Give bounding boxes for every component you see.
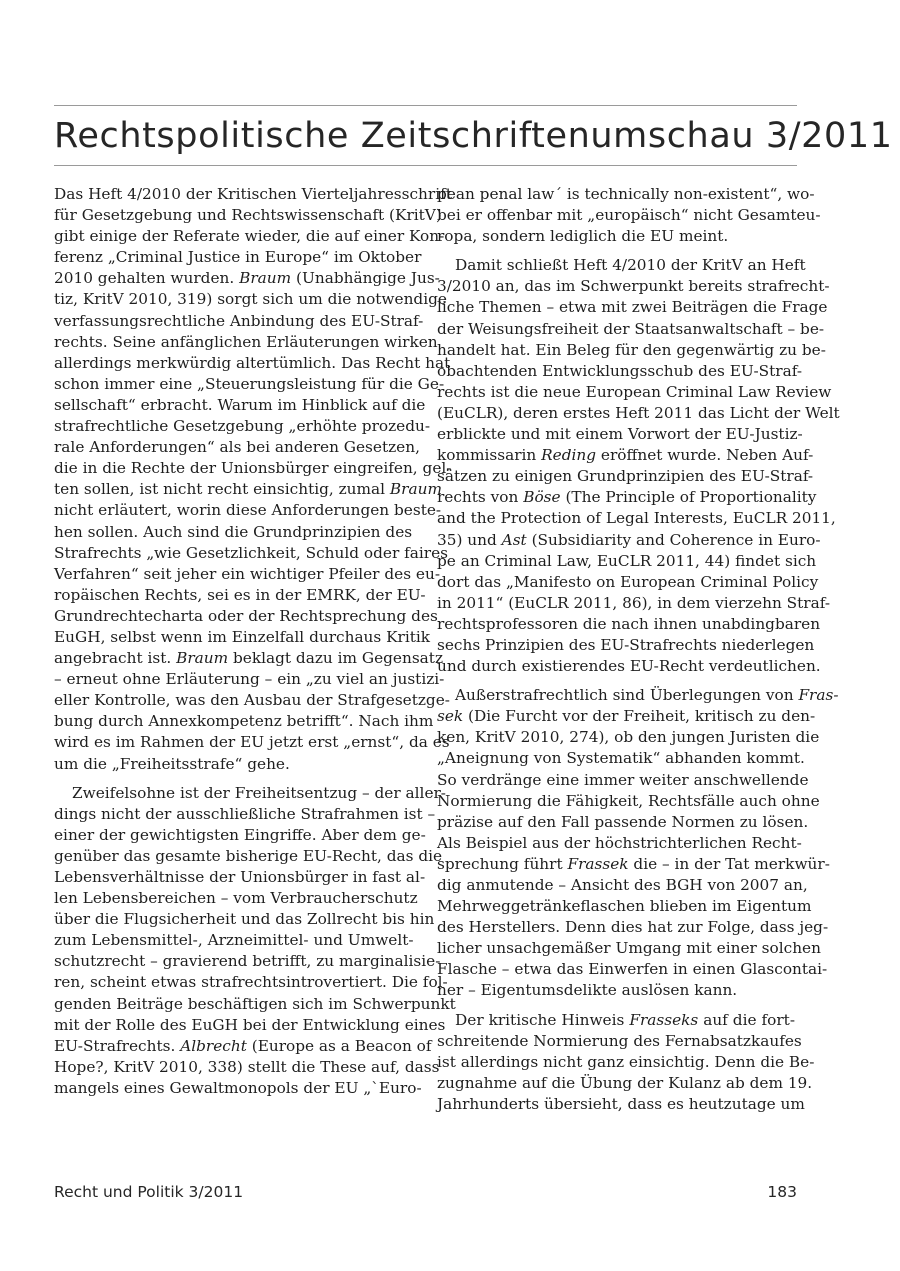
text-line: obachtenden Entwicklungsschub des EU-Straf- <box>437 361 803 380</box>
text-line <box>437 1010 795 1031</box>
text-line: der Weisungsfreiheit der Staatsanwaltschaft – be- <box>437 319 825 338</box>
text-run: angebracht ist. <box>54 649 177 668</box>
text-line: liche Themen – etwa mit zwei Beiträgen die Frage <box>437 298 828 317</box>
text-line: zugnahme auf die Übung der Kulanz ab dem 19. <box>437 1073 813 1092</box>
text-line <box>54 479 442 500</box>
text-line <box>437 487 817 508</box>
text-line: mit der Rolle des EuGH bei der Entwicklung eines <box>54 1015 446 1034</box>
text-line: 3/2010 an, das im Schwerpunkt bereits strafrecht- <box>437 277 830 296</box>
text-line: genden Beiträge beschäftigen sich im Schwerpunkt <box>54 994 456 1013</box>
text-line: Normierung die Fähigkeit, Rechtsfälle auch ohne <box>437 791 820 810</box>
text-line <box>54 648 444 669</box>
text-line: strafrechtliche Gesetzgebung „erhöhte prozedu- <box>54 417 431 436</box>
text-line: für Gesetzgebung und Rechtswissenschaft (KritV) <box>54 206 442 225</box>
author-name: Albrecht <box>180 1036 247 1055</box>
text-line: erblickte und mit einem Vorwort der EU-Justiz- <box>437 425 803 444</box>
text-line: und durch existierendes EU-Recht verdeutlichen. <box>437 657 821 676</box>
text-run: eröffnet wurde. Neben Auf- <box>596 446 814 465</box>
text-line: licher unsachgemäßer Umgang mit einer solchen <box>437 939 821 958</box>
text-line: ferenz „Criminal Justice in Europe“ im Oktober <box>54 248 422 267</box>
author-name: Braum <box>389 480 442 499</box>
text-run: kommissarin <box>437 446 542 465</box>
text-line <box>437 854 830 875</box>
footer-journal: Recht und Politik 3/2011 <box>54 1183 244 1201</box>
header-rule-top <box>54 105 797 106</box>
text-line: Grundrechtecharta oder der Rechtsprechung des <box>54 606 438 625</box>
text-line: ren, scheint etwas strafrechtsintrovertiert. Die fol- <box>54 973 448 992</box>
text-run: (Europe as a Beacon of <box>246 1036 432 1055</box>
text-line: handelt hat. Ein Beleg für den gegenwärtig zu be- <box>437 340 826 359</box>
text-line: mangels eines Gewaltmonopols der EU „`Euro- <box>54 1078 422 1097</box>
text-line: „Aneignung von Systematik“ abhanden kommt. <box>437 749 805 768</box>
text-line: pean penal law´ is technically non-existent“, wo- <box>437 185 815 203</box>
text-line: schreitende Normierung des Fernabsatzkaufes <box>437 1031 802 1050</box>
text-line: einer der gewichtigsten Eingriffe. Aber dem ge- <box>54 825 426 844</box>
text-run: ten sollen, ist nicht recht einsichtig, zumal <box>54 480 390 499</box>
text-line: schutzrecht – gravierend betrifft, zu marginalisie- <box>54 952 441 971</box>
text-line <box>54 1036 432 1057</box>
author-name: Ast <box>501 530 527 549</box>
text-line: schon immer eine „Steuerungsleistung für die Ge- <box>54 374 445 393</box>
text-run: Außerstrafrechtlich sind Überlegungen von <box>455 686 799 705</box>
text-line: präzise auf den Fall passende Normen zu lösen. <box>437 812 809 831</box>
text-line: dings nicht der ausschließliche Strafrahmen ist – <box>54 804 436 823</box>
text-line: hen sollen. Auch sind die Grundprinzipien des <box>54 522 413 541</box>
author-name: Braum <box>239 269 292 288</box>
text-line: rechts. Seine anfänglichen Erläuterungen wirken <box>54 332 438 351</box>
footer-page-number: 183 <box>767 1183 797 1201</box>
text-line: gibt einige der Referate wieder, die auf einer Kon- <box>54 227 445 246</box>
text-run: beklagt dazu im Gegensatz <box>228 649 444 668</box>
author-name: Frassek <box>567 854 629 873</box>
text-line: – erneut ohne Erläuterung – ein „zu viel an justizi- <box>54 670 445 689</box>
text-line: nicht erläutert, worin diese Anforderungen beste- <box>54 501 442 520</box>
text-line: ropa, sondern lediglich die EU meint. <box>437 227 729 246</box>
text-run: auf die fort- <box>698 1010 795 1029</box>
text-line: des Herstellers. Denn dies hat zur Folge, dass jeg- <box>437 918 829 937</box>
text-line: Als Beispiel aus der höchstrichterlichen Recht- <box>437 833 802 852</box>
author-name: Böse <box>523 488 561 507</box>
text-line: Flasche – etwa das Einwerfen in einen Glascontai- <box>437 960 828 979</box>
text-line: EuGH, selbst wenn im Einzelfall durchaus Kritik <box>54 627 431 646</box>
text-line <box>437 530 821 551</box>
text-run: (Subsidiarity and Coherence in Euro- <box>526 530 821 549</box>
text-line: allerdings merkwürdig altertümlich. Das Recht hat <box>54 353 451 372</box>
text-line: ropäischen Rechts, sei es in der EMRK, der EU- <box>54 585 426 604</box>
text-line: ner – Eigentumsdelikte auslösen kann. <box>437 981 738 1000</box>
text-line: sechs Prinzipien des EU-Strafrechts niederlegen <box>437 635 815 654</box>
text-run: (Die Furcht vor der Freiheit, kritisch zu den- <box>463 707 816 726</box>
text-line: tiz, KritV 2010, 319) sorgt sich um die notwendige <box>54 290 447 309</box>
text-line <box>437 685 839 706</box>
text-line <box>54 268 440 289</box>
text-line: Hope?, KritV 2010, 338) stellt die These auf, dass <box>54 1057 440 1076</box>
text-line: Zweifelsohne ist der Freiheitsentzug – der aller- <box>72 783 446 802</box>
text-line <box>437 706 816 727</box>
text-line: rechtsprofessoren die nach ihnen unabdingbaren <box>437 614 821 633</box>
text-line: bei er offenbar mit „europäisch“ nicht Gesamteu- <box>437 206 821 225</box>
text-line: Jahrhunderts übersieht, dass es heutzutage um <box>437 1094 805 1113</box>
text-run: EU-Strafrechts. <box>54 1036 181 1055</box>
text-line: rale Anforderungen“ als bei anderen Gesetzen, <box>54 438 420 457</box>
page-title: Rechtspolitische Zeitschriftenumschau 3/2011 <box>54 116 893 156</box>
text-run: 35) und <box>437 530 502 549</box>
text-line: Strafrechts „wie Gesetzlichkeit, Schuld oder faires <box>54 543 449 562</box>
text-line: sätzen zu einigen Grundprinzipien des EU-Straf- <box>437 467 814 486</box>
header-rule-bottom <box>54 165 797 166</box>
text-run: sprechung führt <box>437 854 568 873</box>
text-run: die – in der Tat merkwür- <box>628 854 830 873</box>
text-line: um die „Freiheitsstrafe“ gehe. <box>54 754 290 773</box>
text-line: sellschaft“ erbracht. Warum im Hinblick auf die <box>54 395 426 414</box>
text-run: 2010 gehalten wurden. <box>54 269 240 288</box>
author-name: Fras- <box>798 686 839 705</box>
text-run: (The Principle of Proportionality <box>560 488 817 507</box>
text-line: rechts ist die neue European Criminal Law Review <box>437 382 832 401</box>
right-column <box>437 184 840 1115</box>
text-line: Das Heft 4/2010 der Kritischen Vierteljahresschrift <box>54 185 452 203</box>
text-line: Mehrweggetränkeflaschen blieben im Eigentum <box>437 897 812 916</box>
text-line: verfassungsrechtliche Anbindung des EU-Straf- <box>54 311 424 330</box>
text-line: So verdränge eine immer weiter anschwellende <box>437 770 809 789</box>
text-line: ist allerdings nicht ganz einsichtig. Denn die Be- <box>437 1052 815 1071</box>
text-line: wird es im Rahmen der EU jetzt erst „ernst“, da es <box>54 733 450 752</box>
text-line: dig anmutende – Ansicht des BGH von 2007 an, <box>437 876 808 894</box>
text-line: die in die Rechte der Unionsbürger eingreifen, gel- <box>54 459 452 478</box>
author-name: sek <box>437 707 464 726</box>
text-line: and the Protection of Legal Interests, EuCLR 2011, <box>437 509 836 528</box>
text-line: (EuCLR), deren erstes Heft 2011 das Licht der Welt <box>437 403 840 422</box>
text-line: len Lebensbereichen – vom Verbraucherschutz <box>54 889 418 908</box>
text-run: rechts von <box>437 488 524 507</box>
author-name: Frasseks <box>629 1010 699 1029</box>
text-run: (Unabhängige Jus- <box>291 269 440 288</box>
text-line: eller Kontrolle, was den Ausbau der Strafgesetzge- <box>54 691 450 710</box>
text-line: zum Lebensmittel-, Arzneimittel- und Umwelt- <box>54 931 414 950</box>
author-name: Reding <box>541 446 597 465</box>
text-line <box>437 445 814 466</box>
text-line: Lebensverhältnisse der Unionsbürger in fast al- <box>54 868 426 886</box>
text-run: Der kritische Hinweis <box>455 1010 630 1029</box>
text-line: pe an Criminal Law, EuCLR 2011, 44) findet sich <box>437 551 817 570</box>
text-line: ken, KritV 2010, 274), ob den jungen Juristen die <box>437 728 820 747</box>
text-line: in 2011“ (EuCLR 2011, 86), in dem vierzehn Straf- <box>437 593 830 612</box>
text-line: über die Flugsicherheit und das Zollrecht bis hin <box>54 910 435 929</box>
text-line: Verfahren“ seit jeher ein wichtiger Pfeiler des eu- <box>54 564 440 583</box>
text-line: bung durch Annexkompetenz betrifft“. Nach ihm <box>54 712 434 731</box>
text-line: Damit schließt Heft 4/2010 der KritV an Heft <box>455 256 806 275</box>
author-name: Braum <box>176 649 229 668</box>
text-line: genüber das gesamte bisherige EU-Recht, das die <box>54 846 443 865</box>
text-line: dort das „Manifesto on European Criminal Policy <box>437 572 819 591</box>
